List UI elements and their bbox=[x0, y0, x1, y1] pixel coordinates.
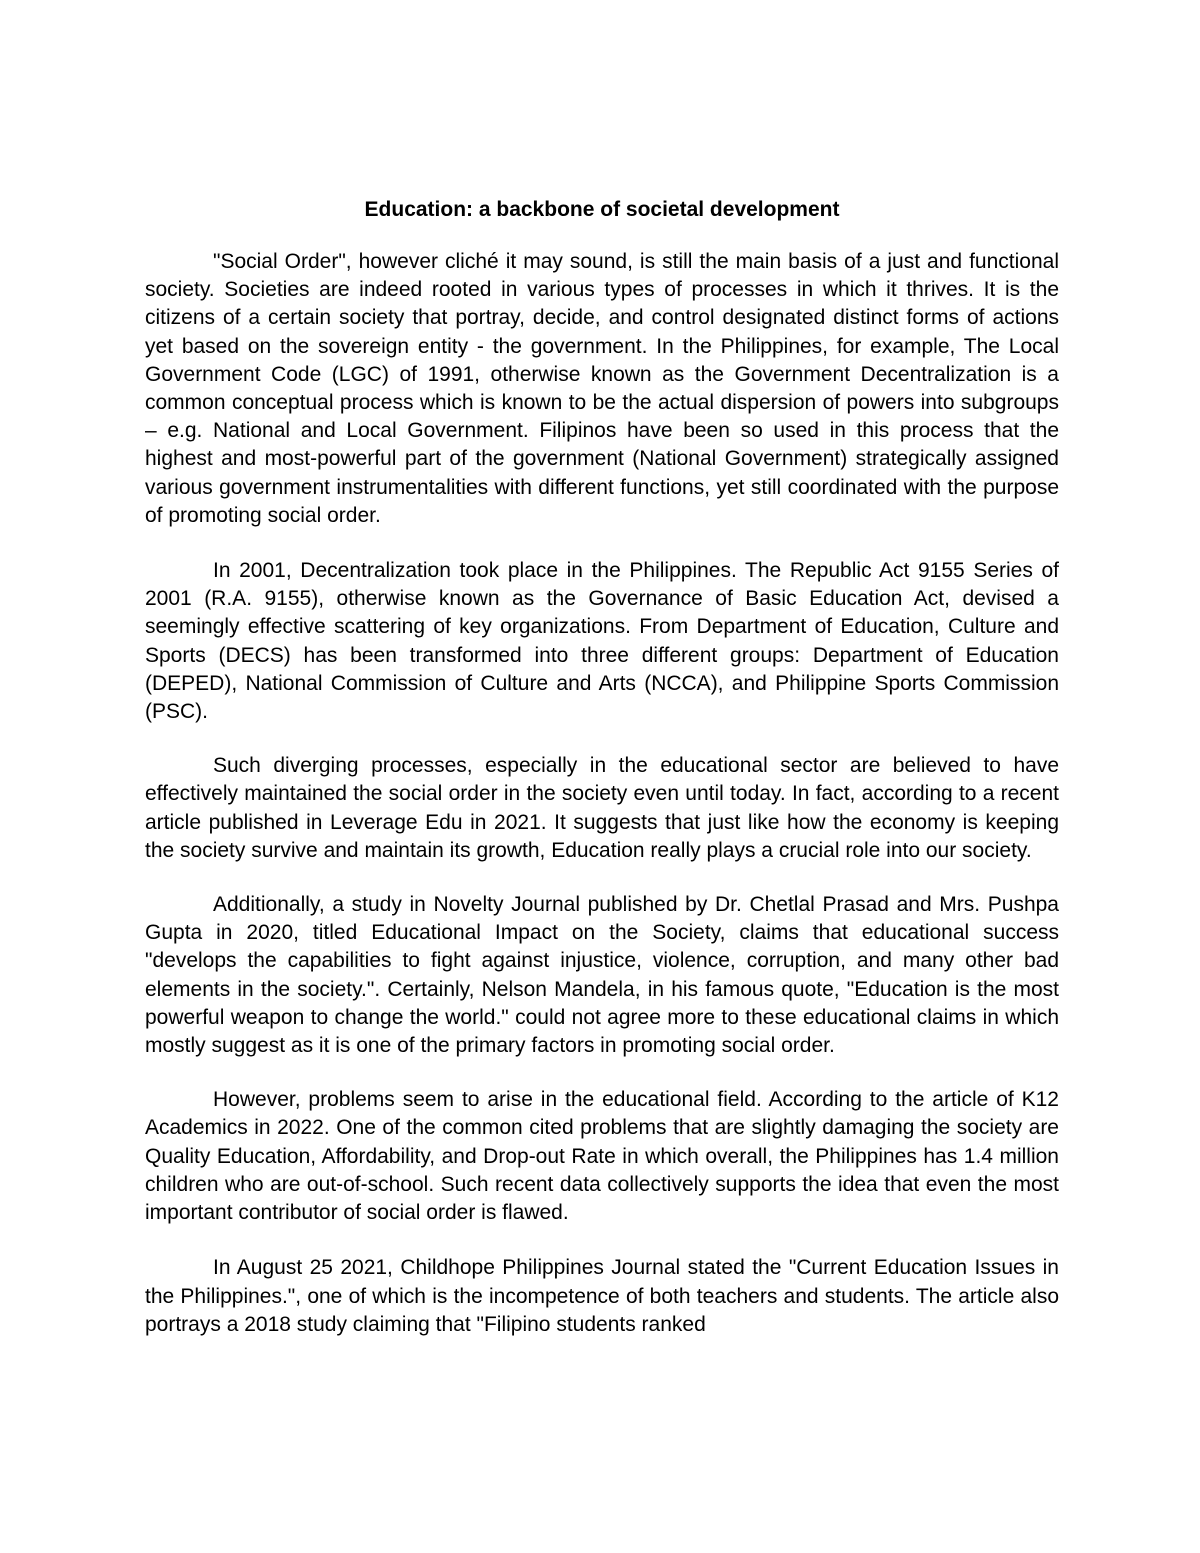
paragraph-diverging-processes: Such diverging processes, especially in the educational sector are believed to have effectively maintained the social order in the society even until today. In fact, according to a recent article published in Leverage Edu in 2021. It suggests that just like how the economy is keeping the society survive and maintain its growth, Education really plays a crucial role into our society. bbox=[145, 754, 1059, 862]
paragraph-decentralization-2001: In 2001, Decentralization took place in the Philippines. The Republic Act 9155 Series of 2001 (R.A. 9155), otherwise known as the Governance of Basic Education Act, devised a seemingly effective scattering of key organizations. From Department of Education, Culture and Sports (DECS) has been transformed into three different groups: Department of Education (DEPED), National Commission of Culture and Arts (NCCA), and Philippine Sports Commission (PSC). bbox=[145, 559, 1059, 724]
document-page bbox=[145, 196, 1059, 1356]
document-title: Education: a backbone of societal development bbox=[364, 198, 840, 221]
paragraph-educational-problems: However, problems seem to arise in the educational field. According to the article of K12 Academics in 2022. One of the common cited problems that are slightly damaging the society are Quality Education, Affordability, and Drop-out Rate in which overall, the Philippines has 1.4 million children who are out-of-school. Such recent data collectively supports the idea that even the most important contributor of social order is flawed. bbox=[145, 1088, 1059, 1225]
paragraph-social-order: "Social Order", however cliché it may sound, is still the main basis of a just and functional society. Societies are indeed rooted in various types of processes in which it thrives. It is the citizens of a certain society that portray, decide, and control designated distinct forms of actions yet based on the sovereign entity - the government. In the Philippines, for example, The Local Government Code (LGC) of 1991, otherwise known as the Government Decentralization is a common conceptual process which is known to be the actual dispersion of powers into subgroups – e.g. National and Local Government. Filipinos have been so used in this process that the highest and most-powerful part of the government (National Government) strategically assigned various government instrumentalities with different functions, yet still coordinated with the purpose of promoting social order. bbox=[145, 250, 1059, 527]
paragraph-novelty-journal-study: Additionally, a study in Novelty Journal published by Dr. Chetlal Prasad and Mrs. Pushpa Gupta in 2020, titled Educational Impact on the Society, claims that educational success "develops the capabilities to fight against injustice, violence, corruption, and many other bad elements in the society.". Certainly, Nelson Mandela, in his famous quote, "Education is the most powerful weapon to change the world." could not agree more to these educational claims in which mostly suggest as it is one of the primary factors in promoting social order. bbox=[145, 893, 1059, 1058]
paragraph-childhope-journal: In August 25 2021, Childhope Philippines Journal stated the "Current Education Issues in the Philippines.", one of which is the incompetence of both teachers and students. The article also portrays a 2018 study claiming that "Filipino students ranked bbox=[145, 1256, 1059, 1336]
